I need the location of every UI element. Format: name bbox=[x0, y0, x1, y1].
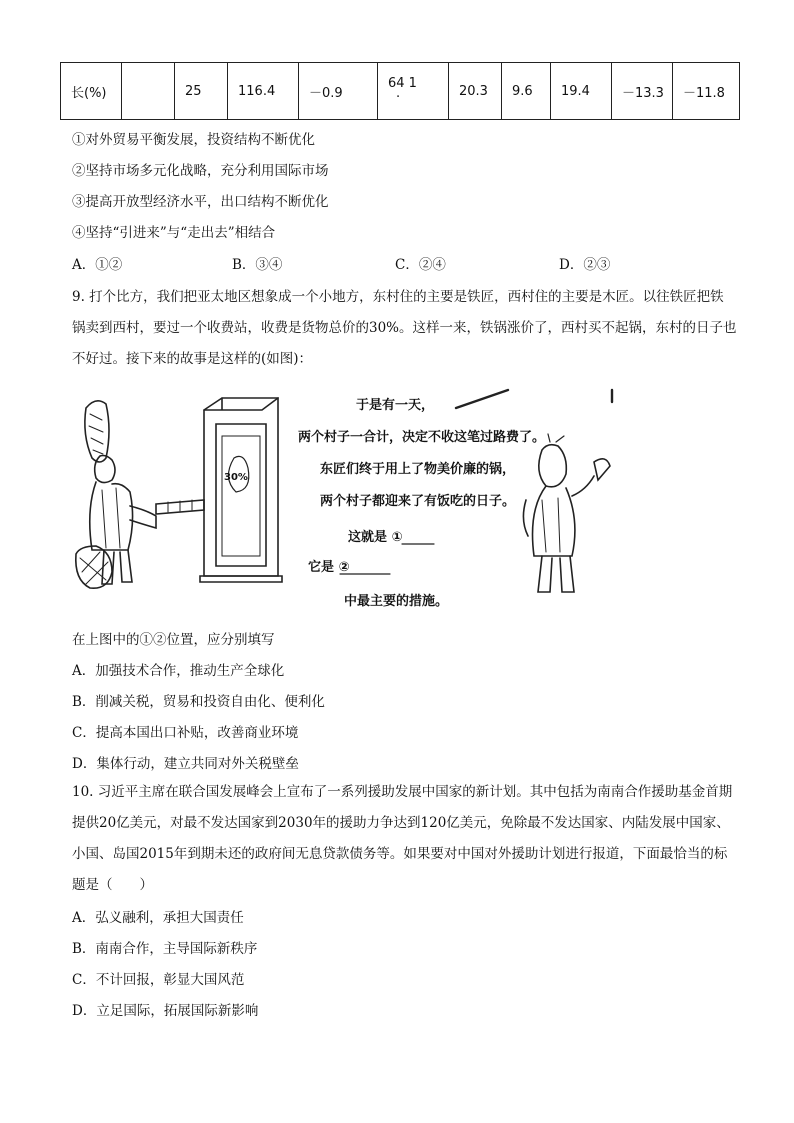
table-cell: －0.9 bbox=[299, 63, 378, 120]
table-cell: 19.4 bbox=[551, 63, 612, 120]
q8-statement-2: ②坚持市场多元化战略，充分利用国际市场 bbox=[72, 163, 329, 179]
cartoon-text-blank-1: 这就是 ① bbox=[348, 530, 403, 545]
q8-statement-4: ④坚持“引进来”与“走出去”相结合 bbox=[72, 225, 276, 241]
table-cell: 25 bbox=[175, 63, 228, 120]
q9-cartoon bbox=[72, 380, 670, 612]
q10-stem: 10. 习近平主席在联合国发展峰会上宣布了一系列援助发展中国家的新计划。其中包括为南南合作援助基金首期提供20亿美元，对最不发达国家到2030年的援助力争达到120亿美元，免除最不发达国家、内陆发展中国家、小国、岛国2015年到期未还的政府间无息贷款债务等。如果要对中国对外援助计划进行报道，下面最恰当的标题是（ ） bbox=[72, 784, 733, 893]
q9-option-d[interactable]: D．集体行动，建立共同对外关税壁垒 bbox=[72, 756, 299, 772]
table-cell-dot: · bbox=[396, 90, 401, 105]
cartoon-text-line-3: 东匠们终于用上了物美价廉的锅， bbox=[320, 462, 516, 477]
q9-option-b[interactable]: B．削减关税，贸易和投资自由化、便利化 bbox=[72, 694, 325, 710]
table-cell: －11.8 bbox=[673, 63, 740, 120]
cartoon-text-line-7: 中最主要的措施。 bbox=[344, 594, 449, 609]
cartoon-text-line-2: 两个村子一合计，决定不收这笔过路费了。 bbox=[298, 430, 546, 445]
q10-option-b[interactable]: B．南南合作，主导国际新秩序 bbox=[72, 941, 258, 957]
q9-option-a[interactable]: A．加强技术合作，推动生产全球化 bbox=[72, 663, 285, 679]
q8-options bbox=[72, 253, 732, 277]
q8-option-c[interactable]: C．②④ bbox=[395, 257, 446, 273]
q8-option-a[interactable]: A．①② bbox=[72, 257, 123, 273]
q8-option-b[interactable]: B．③④ bbox=[232, 257, 283, 273]
cartoon-text-blank-2: 它是 ② bbox=[308, 560, 350, 575]
growth-rate-table bbox=[60, 62, 740, 120]
table-cell-value: 64 1 bbox=[388, 76, 417, 91]
q8-statement-1: ①对外贸易平衡发展，投资结构不断优化 bbox=[72, 132, 315, 148]
q8-option-d[interactable]: D．②③ bbox=[559, 257, 611, 273]
table-row bbox=[61, 63, 740, 120]
table-cell: 20.3 bbox=[449, 63, 502, 120]
q8-statement-3: ③提高开放型经济水平，出口结构不断优化 bbox=[72, 194, 329, 210]
cartoon-text-line-4: 两个村子都迎来了有饭吃的日子。 bbox=[320, 494, 516, 509]
toll-sign-label: 30% bbox=[224, 472, 248, 483]
q9-prompt: 在上图中的①②位置，应分别填写 bbox=[72, 632, 275, 648]
q10-option-d[interactable]: D．立足国际，拓展国际新影响 bbox=[72, 1003, 259, 1019]
q9-stem: 9. 打个比方，我们把亚太地区想象成一个小地方，东村住的主要是铁匠，西村住的主要是木匠。以往铁匠把铁锅卖到西村，要过一个收费站，收费是货物总价的30%。这样一来，铁锅涨价了，西村买不起锅，东村的日子也不好过。接下来的故事是这样的(如图)： bbox=[72, 289, 737, 367]
table-cell: 116.4 bbox=[228, 63, 299, 120]
table-cell-empty bbox=[122, 63, 175, 120]
table-cell: 9.6 bbox=[502, 63, 551, 120]
table-cell: －13.3 bbox=[612, 63, 673, 120]
q9-option-c[interactable]: C．提高本国出口补贴，改善商业环境 bbox=[72, 725, 299, 741]
table-row-label: 长(%) bbox=[61, 63, 122, 120]
q10-option-a[interactable]: A．弘义融利，承担大国责任 bbox=[72, 910, 244, 926]
q10-option-c[interactable]: C．不计回报，彰显大国风范 bbox=[72, 972, 245, 988]
table-cell bbox=[378, 63, 449, 120]
cartoon-text-line-1: 于是有一天， bbox=[356, 398, 435, 413]
